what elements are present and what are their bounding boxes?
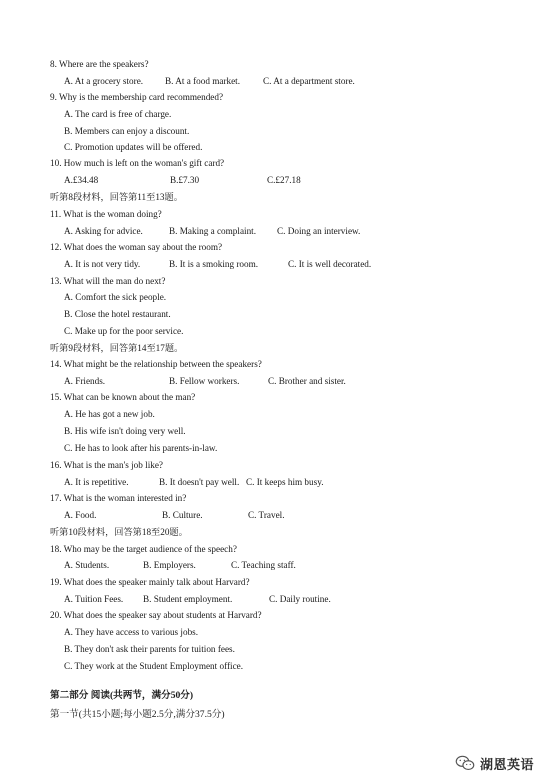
section-instruction: 听第10段材料，回答第18至20题。 (50, 527, 188, 537)
question-12: 12. What does the woman say about the room? (50, 242, 223, 252)
option: C. They work at the Student Employment office. (64, 661, 244, 671)
option: C. Teaching staff. (231, 560, 296, 570)
option: B. Employers. (143, 560, 196, 570)
option: B. Making a complaint. (169, 226, 257, 236)
option: B. At a food market. (165, 76, 241, 86)
option: A.£34.48 (64, 175, 99, 185)
watermark (455, 752, 534, 774)
option: B. Close the hotel restaurant. (64, 309, 171, 319)
option: C. Daily routine. (269, 594, 331, 604)
option: C. It is well decorated. (288, 259, 372, 269)
option: C. Doing an interview. (277, 226, 361, 236)
option: C. Promotion updates will be offered. (64, 142, 203, 152)
option: B. They don't ask their parents for tuition fees. (64, 644, 235, 654)
section-title: 第一节(共15小题;每小题2.5分,满分37.5分) (50, 709, 225, 720)
option: B. Student employment. (143, 594, 233, 604)
option: B. It doesn't pay well. (159, 477, 240, 487)
option: A. It is repetitive. (64, 477, 129, 487)
option: A. Asking for advice. (64, 226, 143, 236)
option: B. His wife isn't doing very well. (64, 426, 186, 436)
question-8: 8. Where are the speakers? (50, 59, 149, 69)
option: B. Members can enjoy a discount. (64, 126, 190, 136)
option: C. Travel. (248, 510, 285, 520)
option: C. He has to look after his parents-in-law. (64, 443, 218, 453)
question-19: 19. What does the speaker mainly talk about Harvard? (50, 577, 250, 587)
question-18: 18. Who may be the target audience of the speech? (50, 544, 237, 554)
question-9: 9. Why is the membership card recommended? (50, 92, 224, 102)
option: B. Culture. (162, 510, 203, 520)
question-11: 11. What is the woman doing? (50, 209, 162, 219)
option: A. Food. (64, 510, 97, 520)
option: A. The card is free of charge. (64, 109, 172, 119)
question-15: 15. What can be known about the man? (50, 392, 196, 402)
option: A. Comfort the sick people. (64, 292, 167, 302)
section-instruction: 听第8段材料，回答第11至13题。 (50, 192, 183, 202)
question-20: 20. What does the speaker say about students at Harvard? (50, 610, 262, 620)
option: C. At a department store. (263, 76, 355, 86)
section-instruction: 听第9段材料，回答第14至17题。 (50, 343, 184, 353)
option: C. Make up for the poor service. (64, 326, 184, 336)
option: B.£7.30 (170, 175, 200, 185)
question-10: 10. How much is left on the woman's gift card? (50, 158, 225, 168)
option: A. It is not very tidy. (64, 259, 141, 269)
question-14: 14. What might be the relationship between the speakers? (50, 359, 262, 369)
wechat-icon (455, 754, 475, 772)
watermark-text: 湖恩英语 (480, 757, 535, 773)
option: A. Tuition Fees. (64, 594, 124, 604)
option: C. Brother and sister. (268, 376, 346, 386)
question-17: 17. What is the woman interested in? (50, 493, 187, 503)
option: B. It is a smoking room. (169, 259, 259, 269)
part-title: 第二部分 阅读(共两节，满分50分) (50, 690, 194, 701)
option: B. Fellow workers. (169, 376, 240, 386)
question-16: 16. What is the man's job like? (50, 460, 163, 470)
option: A. He has got a new job. (64, 409, 155, 419)
question-13: 13. What will the man do next? (50, 276, 166, 286)
option: A. Friends. (64, 376, 106, 386)
option: A. They have access to various jobs. (64, 627, 199, 637)
option: A. At a grocery store. (64, 76, 144, 86)
option: C. It keeps him busy. (246, 477, 324, 487)
option: A. Students. (64, 560, 110, 570)
option: C.£27.18 (267, 175, 301, 185)
